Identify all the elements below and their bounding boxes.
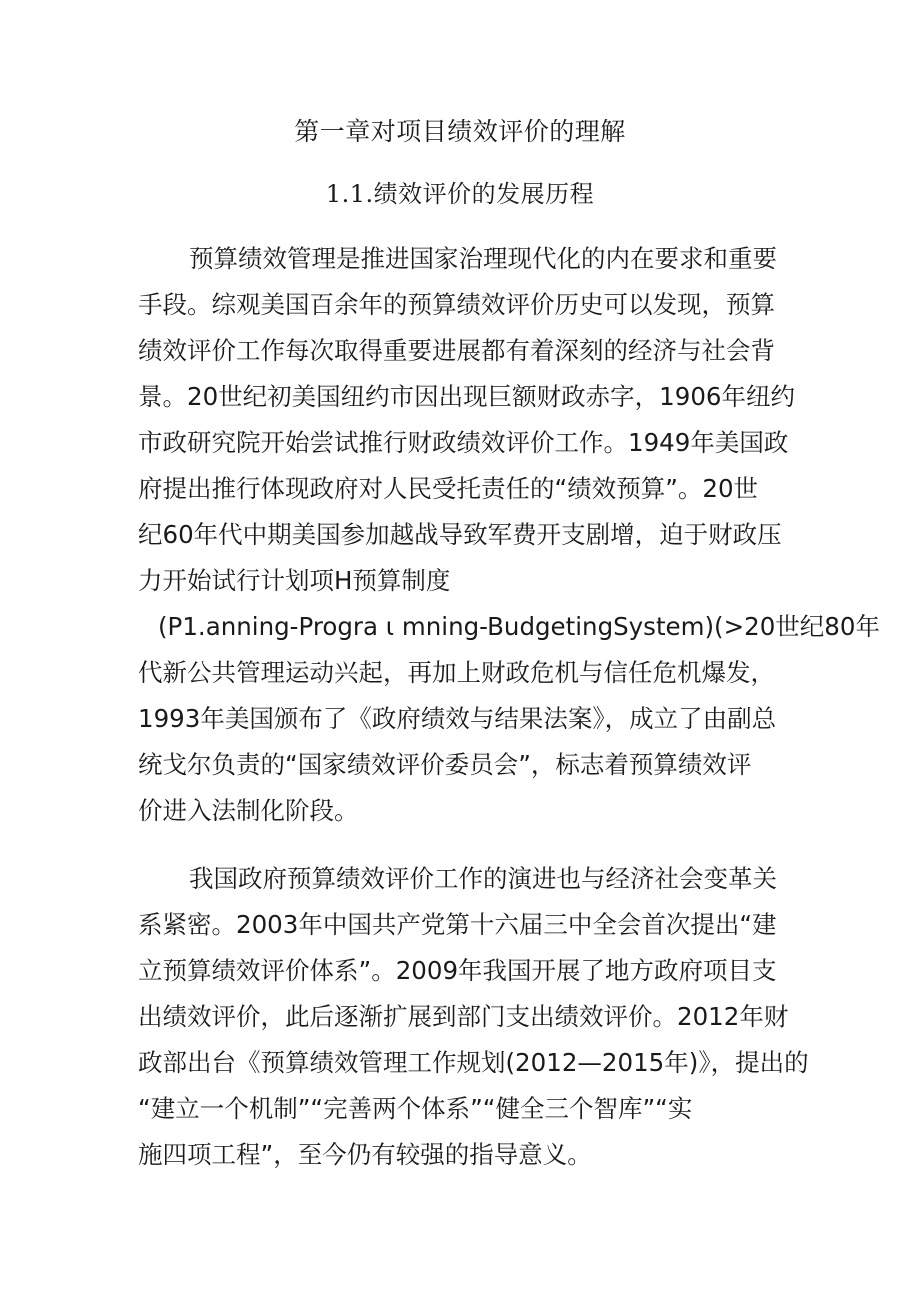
paragraph-line: 市政研究院开始尝试推行财政绩效评价工作。1949年美国政: [138, 428, 789, 457]
paragraph-line: 预算绩效管理是推进国家治理现代化的内在要求和重要: [189, 244, 777, 273]
paragraph-line: 出绩效评价，此后逐渐扩展到部门支出绩效评价。2012年财: [138, 1002, 789, 1031]
paragraph-line: 系紧密。2003年中国共产党第十六届三中全会首次提出“建: [138, 910, 777, 939]
paragraph-line: “建立一个机制”“完善两个体系”“健全三个智库”“实: [138, 1094, 693, 1123]
paragraph-line: 府提出推行体现政府对人民受托责任的“绩效预算”。20世: [138, 474, 759, 503]
paragraph-line: 价进入法制化阶段。: [138, 796, 359, 825]
paragraph-line: (P1.anning-Progra ι mning-BudgetingSystem)(>20世纪80年: [158, 612, 880, 641]
section-title: 1.1.绩效评价的发展历程: [325, 180, 595, 208]
paragraph-line: 立预算绩效评价体系”。2009年我国开展了地方政府项目支: [138, 956, 777, 985]
paragraph-line: 1993年美国颁布了《政府绩效与结果法案》，成立了由副总: [138, 704, 777, 733]
paragraph-line: 纪60年代中期美国参加越战导致军费开支剧增，迫于财政压: [138, 520, 782, 549]
paragraph-line: 代新公共管理运动兴起，再加上财政危机与信任危机爆发，: [138, 658, 775, 687]
paragraph-line: 力开始试行计划项H预算制度: [138, 566, 451, 595]
paragraph-line: 景。20世纪初美国纽约市因出现巨额财政赤字，1906年纽约: [138, 382, 796, 411]
paragraph-line: 施四项工程”，至今仍有较强的指导意义。: [138, 1140, 592, 1169]
paragraph-history-us: [138, 236, 880, 834]
paragraph-line: 手段。综观美国百余年的预算绩效评价历史可以发现，预算: [138, 290, 775, 319]
paragraph-history-china: [138, 856, 809, 1178]
paragraph-line: 统戈尔负责的“国家绩效评价委员会”，标志着预算绩效评: [138, 750, 752, 779]
chapter-title: 第一章对项目绩效评价的理解: [294, 117, 626, 146]
paragraph-line: 绩效评价工作每次取得重要进展都有着深刻的经济与社会背: [138, 336, 775, 365]
paragraph-line: 我国政府预算绩效评价工作的演进也与经济社会变革关: [189, 864, 777, 893]
paragraph-line: 政部出台《预算绩效管理工作规划(2012—2015年)》，提出的: [138, 1048, 809, 1077]
